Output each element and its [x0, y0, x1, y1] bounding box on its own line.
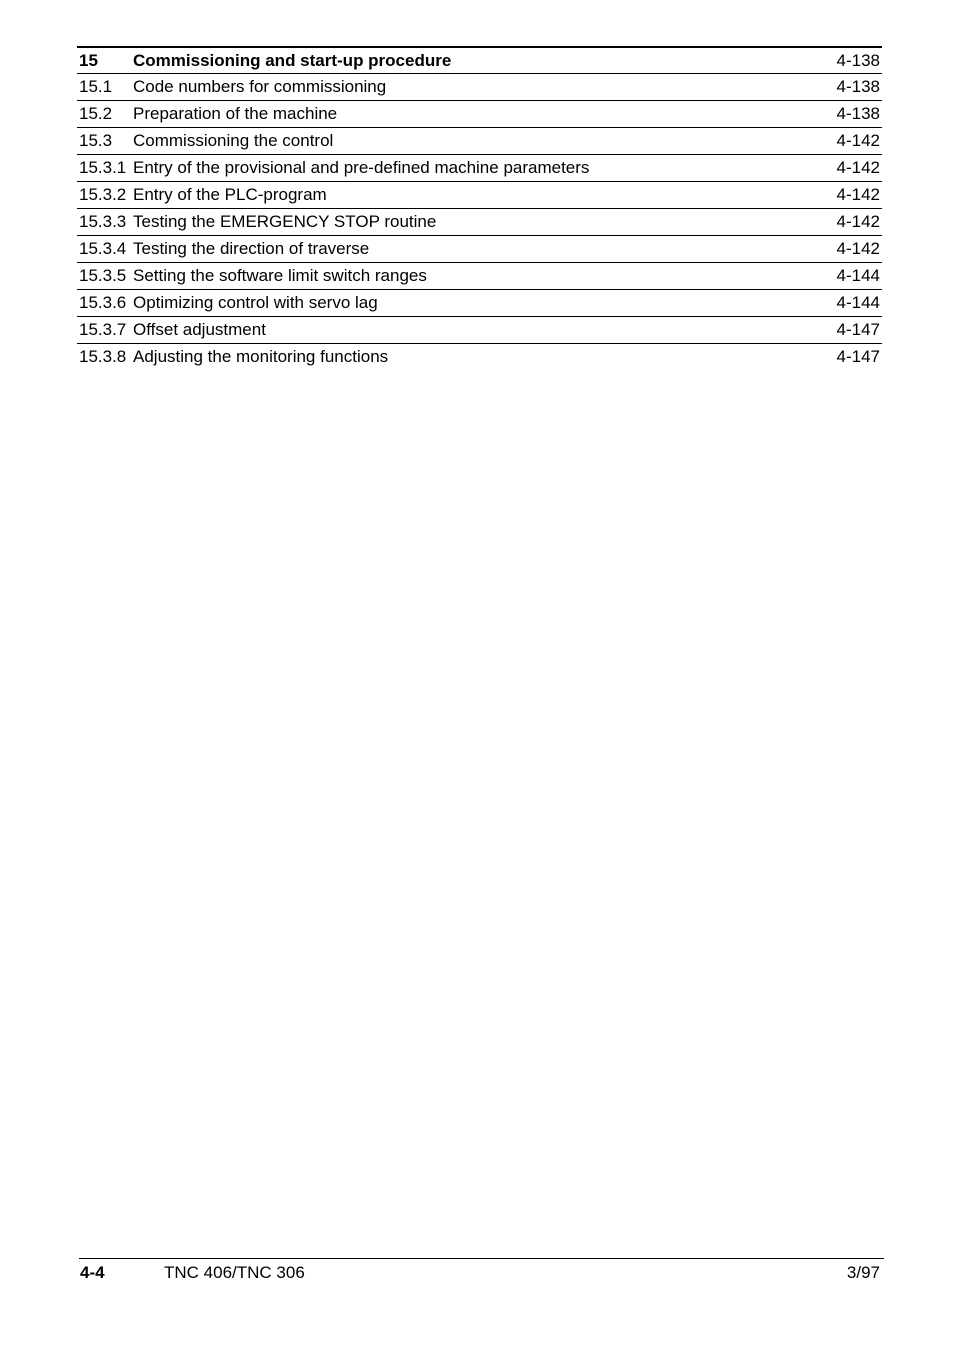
- toc-title: Preparation of the machine: [133, 104, 338, 123]
- toc-page: 4-142: [836, 239, 880, 258]
- toc-entry-row[interactable]: [77, 263, 882, 290]
- toc-heading-row[interactable]: [77, 48, 882, 74]
- toc-title: Code numbers for commissioning: [133, 77, 387, 96]
- toc-number: 15: [79, 50, 98, 70]
- toc-number: 15.3.7: [79, 320, 127, 339]
- toc-entry-row[interactable]: [77, 209, 882, 236]
- toc-title: Optimizing control with servo lag: [133, 293, 378, 312]
- toc-number: 15.2: [79, 104, 113, 123]
- toc-entry-row[interactable]: [77, 128, 882, 155]
- toc-number: 15.3.1: [79, 158, 127, 177]
- toc-title: Testing the EMERGENCY STOP routine: [133, 212, 437, 231]
- toc-page: 4-144: [836, 293, 880, 312]
- toc-page: 4-147: [836, 347, 880, 366]
- toc-title: Testing the direction of traverse: [133, 239, 370, 258]
- toc-entry-row[interactable]: [77, 236, 882, 263]
- toc-page: 4-142: [836, 185, 880, 204]
- toc-number: 15.1: [79, 77, 113, 96]
- toc-number: 15.3.4: [79, 239, 127, 258]
- footer-model: TNC 406/TNC 306: [164, 1263, 305, 1282]
- toc-title: Offset adjustment: [133, 320, 266, 339]
- toc-page: 4-138: [836, 104, 880, 123]
- toc-number: 15.3: [79, 131, 113, 150]
- toc-page: 4-142: [836, 212, 880, 231]
- toc-number: 15.3.2: [79, 185, 127, 204]
- toc-page: 4-147: [836, 320, 880, 339]
- toc-page: 4-138: [836, 77, 880, 96]
- footer-page-number: 4-4: [80, 1263, 105, 1282]
- toc-number: 15.3.3: [79, 212, 127, 231]
- toc-page: 4-144: [836, 266, 880, 285]
- toc-entry-row[interactable]: [77, 101, 882, 128]
- toc-entry-row[interactable]: [77, 74, 882, 101]
- toc-entry-row[interactable]: [77, 155, 882, 182]
- toc-number: 15.3.5: [79, 266, 127, 285]
- toc-page: 4-142: [836, 131, 880, 150]
- toc-title: Commissioning and start-up procedure: [133, 50, 452, 70]
- page-footer: [79, 1258, 884, 1285]
- toc-title: Adjusting the monitoring functions: [133, 347, 389, 366]
- toc-entry-row[interactable]: [77, 290, 882, 317]
- toc-number: 15.3.6: [79, 293, 127, 312]
- toc-title: Setting the software limit switch ranges: [133, 266, 427, 285]
- toc-entry-row[interactable]: [77, 182, 882, 209]
- table-of-contents: [77, 46, 882, 370]
- footer-date: 3/97: [846, 1263, 880, 1282]
- toc-number: 15.3.8: [79, 347, 127, 366]
- toc-entry-row[interactable]: [77, 317, 882, 344]
- toc-title: Entry of the PLC-program: [133, 185, 327, 204]
- toc-page: 4-138: [836, 50, 880, 70]
- toc-page: 4-142: [836, 158, 880, 177]
- toc-title: Commissioning the control: [133, 131, 334, 150]
- toc-entry-row[interactable]: [77, 344, 882, 370]
- toc-title: Entry of the provisional and pre-defined machine parameters: [133, 158, 590, 177]
